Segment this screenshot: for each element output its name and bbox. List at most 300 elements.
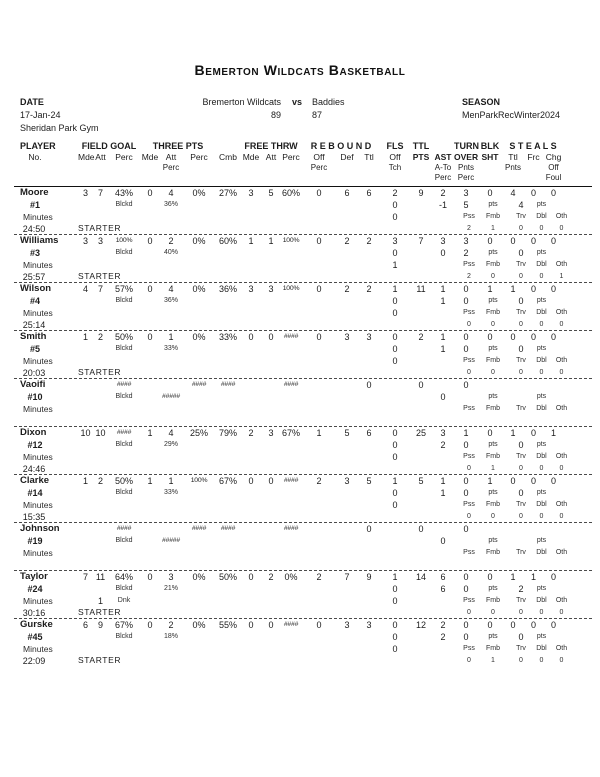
stat-reb-def: 2 — [344, 236, 350, 246]
stat-cmb: 55% — [218, 620, 237, 630]
stat-reb-ttl: 6 — [366, 428, 372, 438]
stat-fg-mde: 7 — [82, 572, 88, 582]
stat-breakdown-value: 1 — [491, 657, 495, 664]
stat-cmb: 33% — [218, 332, 237, 342]
minutes-label: Minutes — [23, 260, 53, 270]
stat-fg-perc: 50% — [114, 332, 133, 342]
col-header-three-pts: THREE PTS — [152, 141, 204, 151]
stat-tp-mde: 0 — [147, 188, 153, 198]
stat-fouls-3: 0 — [392, 452, 398, 462]
breakdown-label-trv: Trv — [516, 357, 526, 364]
minutes-played: 25:14 — [22, 320, 46, 330]
pts-label: pts — [488, 537, 498, 544]
minutes-label: Minutes — [23, 548, 53, 558]
blocked-label: Blckd — [115, 489, 133, 496]
stat-reb-off: 0 — [316, 284, 322, 294]
stat-ft-att: 3 — [268, 428, 274, 438]
blocked-label: Blckd — [115, 441, 133, 448]
col-header-blk: BLK — [480, 141, 500, 151]
stat-breakdown-value: 0 — [519, 465, 523, 472]
stat-steals-frc: 1 — [530, 572, 536, 582]
stat-breakdown-value: 0 — [559, 321, 564, 328]
stat-turnover: 0 — [463, 476, 469, 486]
breakdown-label-dbl: Dbl — [536, 357, 547, 364]
stat-reb-ttl: 0 — [366, 524, 372, 534]
breakdown-label-pss: Pss — [463, 213, 475, 220]
player-row — [14, 283, 592, 331]
stat-turnover: 0 — [463, 524, 469, 534]
col-header-tp-perc: Perc — [190, 152, 208, 162]
stat-ast-to: 1 — [440, 344, 446, 354]
stat-ttl-pts: 25 — [415, 428, 426, 438]
stat-reb-ttl: 2 — [366, 284, 372, 294]
stat-tp-att: 2 — [168, 620, 174, 630]
breakdown-label-oth: Oth — [555, 261, 568, 268]
minutes-label: Minutes — [23, 644, 53, 654]
stat-ft-att: 3 — [268, 284, 274, 294]
stat-fg-perc: 50% — [114, 476, 133, 486]
stat-ft-mde: 0 — [248, 332, 254, 342]
stat-ast-to: 0 — [440, 248, 446, 258]
stat-breakdown-value: 0 — [491, 273, 495, 280]
col-header-chg-foul: Foul — [545, 173, 562, 182]
stat-tp-att: 1 — [168, 332, 174, 342]
stat-breakdown-value: 0 — [491, 609, 495, 616]
pts-label: pts — [488, 201, 498, 208]
stat-fls-off: 1 — [392, 284, 398, 294]
stat-ast: 1 — [440, 476, 446, 486]
player-name: Williams — [20, 235, 59, 246]
stat-steals-chg: 0 — [550, 476, 556, 486]
col-header-reb-off: Off — [313, 152, 325, 162]
pts-label: pts — [536, 585, 547, 592]
col-header-rebound: R E B O U N D — [310, 141, 372, 151]
stat-dunk-count: 1 — [97, 596, 103, 606]
stat-fouls-2: 0 — [392, 296, 398, 306]
player-name: Taylor — [20, 571, 48, 582]
date-label: DATE — [20, 97, 44, 107]
stat-reb-off: 0 — [316, 620, 322, 630]
stat-tp-mde: 0 — [147, 620, 153, 630]
starter-label: STARTER — [78, 607, 122, 617]
stat-fg-att: 2 — [97, 332, 103, 342]
stat-reb-off: 0 — [316, 332, 322, 342]
stat-fg-mde: 3 — [82, 236, 88, 246]
breakdown-label-fmb: Fmb — [486, 501, 500, 508]
starter-label: STARTER — [78, 367, 122, 377]
stat-ft-mde: 1 — [248, 236, 254, 246]
breakdown-label-trv: Trv — [516, 645, 526, 652]
player-row — [14, 379, 592, 427]
stat-tp-mde: 0 — [147, 236, 153, 246]
breakdown-label-trv: Trv — [516, 501, 526, 508]
player-name: Moore — [20, 187, 49, 198]
breakdown-label-dbl: Dbl — [536, 213, 547, 220]
blocked-label: Blckd — [115, 297, 133, 304]
stat-fls-off: 0 — [392, 620, 398, 630]
col-header-fouls-off: Off — [389, 152, 401, 162]
stat-fls-off: 0 — [392, 332, 398, 342]
dunk-label: Dnk — [117, 597, 131, 604]
stat-reb-off: 1 — [316, 428, 322, 438]
stat-steals-frc: 0 — [530, 332, 536, 342]
col-header-ft-att: Att — [265, 152, 277, 162]
breakdown-label-pss: Pss — [463, 501, 475, 508]
breakdown-label-oth: Oth — [555, 645, 568, 652]
stat-steal-pnts: 4 — [518, 200, 524, 210]
stat-fouls-2: 0 — [392, 344, 398, 354]
player-number: #24 — [27, 584, 43, 594]
minutes-label: Minutes — [23, 308, 53, 318]
player-row — [14, 523, 592, 571]
stat-breakdown-value: 0 — [539, 369, 544, 376]
stat-breakdown-value: 0 — [559, 513, 564, 520]
col-header-fg-made: Mde — [78, 152, 95, 162]
stat-ft-mde: 0 — [248, 620, 254, 630]
stat-fg-att: 7 — [97, 284, 103, 294]
col-header-steals-frc: Frc — [527, 152, 540, 162]
stat-cmb: #### — [220, 525, 236, 532]
stat-fouls-2: 0 — [392, 584, 398, 594]
pts-label: pts — [488, 585, 498, 592]
stat-breakdown-value: 0 — [539, 273, 544, 280]
stat-ast-to: 6 — [440, 584, 446, 594]
col-header-fg-perc: Perc — [115, 152, 133, 162]
stat-turnover: 0 — [463, 620, 469, 630]
pts-label: pts — [536, 345, 547, 352]
col-header-fg-att: Att — [95, 152, 106, 162]
stat-steals-ttl: 4 — [510, 188, 516, 198]
stat-ft-mde: 2 — [248, 428, 254, 438]
stat-steals-ttl: 1 — [510, 572, 516, 582]
starter-label: STARTER — [78, 223, 122, 233]
stat-breakdown-value: 1 — [491, 465, 495, 472]
stat-fg-perc: #### — [116, 381, 132, 388]
stat-fouls-2: 0 — [392, 632, 398, 642]
stat-turnover-pnts: 0 — [463, 584, 469, 594]
stat-ast: 1 — [440, 332, 446, 342]
stat-steal-pnts: 0 — [518, 488, 524, 498]
stat-steals-chg: 1 — [550, 428, 556, 438]
breakdown-label-oth: Oth — [555, 405, 568, 412]
stat-ttl-pts: 0 — [418, 524, 424, 534]
breakdown-label-oth: Oth — [555, 549, 568, 556]
minutes-label: Minutes — [23, 404, 53, 414]
pts-label: pts — [536, 537, 547, 544]
col-header-combined: Cmb — [219, 152, 237, 162]
col-header-chg-off: Off — [548, 163, 559, 172]
stat-fouls-2: 0 — [392, 488, 398, 498]
breakdown-label-pss: Pss — [463, 549, 475, 556]
breakdown-label-oth: Oth — [555, 213, 568, 220]
breakdown-label-trv: Trv — [516, 597, 526, 604]
stat-reb-ttl: 6 — [366, 188, 372, 198]
stat-steals-frc: 0 — [530, 236, 536, 246]
minutes-played: 30:16 — [22, 608, 46, 618]
breakdown-label-trv: Trv — [516, 453, 526, 460]
breakdown-label-dbl: Dbl — [536, 405, 547, 412]
stat-turnover-pnts: 2 — [463, 248, 469, 258]
breakdown-label-dbl: Dbl — [536, 453, 547, 460]
stat-fg-mde: 10 — [80, 428, 91, 438]
stat-ft-mde: 0 — [248, 476, 254, 486]
stat-ttl-pts: 5 — [418, 476, 424, 486]
col-header-free-throw: FREE THRW — [244, 141, 298, 151]
stat-blk-sht: 0 — [487, 236, 493, 246]
stat-fg-mde: 1 — [82, 476, 88, 486]
breakdown-label-pss: Pss — [463, 405, 475, 412]
pts-label: pts — [488, 633, 498, 640]
stat-breakdown-value: 0 — [539, 609, 544, 616]
stat-reb-def: 7 — [344, 572, 350, 582]
player-name: Smith — [20, 331, 47, 342]
pts-label: pts — [536, 633, 547, 640]
stat-fg-att: 11 — [95, 572, 106, 582]
player-row — [14, 235, 592, 283]
player-number: #10 — [27, 392, 43, 402]
stat-tp-perc: 0% — [192, 236, 206, 246]
stat-tp-att-perc: 33% — [163, 345, 178, 352]
stat-breakdown-value: 0 — [467, 465, 471, 472]
player-row — [14, 619, 592, 666]
stat-steals-chg: 0 — [550, 572, 556, 582]
stat-ft-att: 0 — [268, 476, 274, 486]
stat-breakdown-value: 0 — [467, 321, 471, 328]
col-header-over-pnts: Pnts — [457, 163, 474, 172]
stat-fls-off: 0 — [392, 428, 398, 438]
player-name: Clarke — [20, 475, 50, 486]
breakdown-label-trv: Trv — [516, 549, 526, 556]
stat-fouls-2: 0 — [392, 248, 398, 258]
stat-ast: 1 — [440, 284, 446, 294]
stat-breakdown-value: 0 — [519, 225, 523, 232]
col-header-turn: TURN — [454, 141, 479, 151]
player-row — [14, 331, 592, 379]
stat-breakdown-value: 0 — [559, 225, 564, 232]
stat-blk-sht: 0 — [487, 332, 493, 342]
stat-ast-to: -1 — [438, 200, 447, 210]
stat-reb-off: 2 — [316, 572, 322, 582]
stat-tp-att-perc: 21% — [163, 585, 178, 592]
stat-ast-to: 0 — [440, 392, 446, 402]
stat-ttl-pts: 12 — [415, 620, 426, 630]
stat-turnover-pnts: 5 — [463, 200, 469, 210]
stat-tp-att-perc: 36% — [163, 297, 178, 304]
stat-ttl-pts: 14 — [415, 572, 426, 582]
stat-steals-frc: 0 — [530, 284, 536, 294]
table-header — [14, 141, 592, 187]
stat-reb-def: 6 — [344, 188, 350, 198]
stat-cmb: 60% — [218, 236, 237, 246]
stat-ft-mde: 0 — [248, 572, 254, 582]
breakdown-label-fmb: Fmb — [486, 213, 500, 220]
stat-fg-perc: 43% — [114, 188, 133, 198]
stat-ft-perc: 100% — [282, 285, 300, 292]
stat-ast-to: 2 — [440, 440, 446, 450]
player-row — [14, 475, 592, 523]
breakdown-label-dbl: Dbl — [536, 309, 547, 316]
breakdown-label-oth: Oth — [555, 501, 568, 508]
stat-fg-mde: 6 — [82, 620, 88, 630]
stat-steals-chg: 0 — [550, 236, 556, 246]
stat-tp-att-perc: 29% — [163, 441, 178, 448]
stat-fg-perc: #### — [116, 429, 132, 436]
stat-cmb: 27% — [218, 188, 237, 198]
stat-breakdown-value: 0 — [519, 609, 523, 616]
stat-steal-pnts: 0 — [518, 248, 524, 258]
minutes-played: 24:46 — [22, 464, 46, 474]
stat-steals-ttl: 1 — [510, 428, 516, 438]
stat-ast: 3 — [440, 236, 446, 246]
stat-breakdown-value: 0 — [467, 657, 471, 664]
stat-fouls-2: 0 — [392, 200, 398, 210]
stat-turnover-pnts: 0 — [463, 344, 469, 354]
stat-breakdown-value: 0 — [559, 369, 564, 376]
minutes-played: 25:57 — [22, 272, 46, 282]
blocked-label: Blckd — [115, 201, 133, 208]
stat-fouls-2: 0 — [392, 440, 398, 450]
col-header-ast-to: A-To — [434, 163, 452, 172]
breakdown-label-dbl: Dbl — [536, 597, 547, 604]
stat-breakdown-value: 0 — [539, 513, 544, 520]
breakdown-label-fmb: Fmb — [486, 645, 500, 652]
stat-breakdown-value: 0 — [491, 321, 495, 328]
season-value: MenParkRecWinter2024 — [462, 110, 561, 120]
pts-label: pts — [488, 297, 498, 304]
stat-tp-perc: #### — [191, 525, 207, 532]
stat-ast: 2 — [440, 620, 446, 630]
stat-steal-pnts: 0 — [518, 344, 524, 354]
stat-ast: 3 — [440, 428, 446, 438]
stat-steals-chg: 0 — [550, 188, 556, 198]
player-row — [14, 187, 592, 235]
stat-steals-ttl: 0 — [510, 236, 516, 246]
stat-ttl-pts: 11 — [416, 284, 426, 294]
player-name: Dixon — [20, 427, 47, 438]
minutes-played: 15:35 — [22, 512, 46, 522]
stat-tp-att-perc: 33% — [163, 489, 178, 496]
stat-tp-mde: 1 — [147, 476, 153, 486]
stat-breakdown-value: 0 — [519, 321, 523, 328]
stat-breakdown-value: 0 — [559, 465, 564, 472]
breakdown-label-pss: Pss — [463, 645, 475, 652]
stat-ast-to: 1 — [440, 296, 446, 306]
pts-label: pts — [488, 441, 498, 448]
breakdown-label-oth: Oth — [555, 597, 568, 604]
col-header-tp-att-perc: Perc — [162, 163, 180, 172]
stat-blk-sht: 1 — [487, 476, 493, 486]
player-row — [14, 427, 592, 475]
vs-label: vs — [291, 97, 302, 107]
stat-tp-att: 1 — [168, 476, 174, 486]
player-number: #45 — [27, 632, 43, 642]
stat-breakdown-value: 0 — [467, 609, 471, 616]
col-header-ast: AST — [434, 152, 452, 162]
breakdown-label-oth: Oth — [555, 309, 568, 316]
breakdown-label-dbl: Dbl — [536, 261, 547, 268]
stat-ast: 6 — [440, 572, 446, 582]
stat-fouls-3: 0 — [392, 644, 398, 654]
breakdown-label-trv: Trv — [516, 405, 526, 412]
stat-blk-sht: 0 — [487, 428, 493, 438]
minutes-played: 20:03 — [22, 368, 46, 378]
stat-fg-mde: 3 — [82, 188, 88, 198]
stat-tp-perc: #### — [191, 381, 207, 388]
stat-blk-sht: 1 — [487, 284, 493, 294]
stat-tp-att-perc: ##### — [162, 537, 180, 544]
player-name: Vaoifi — [20, 379, 46, 390]
home-score: 89 — [270, 110, 281, 120]
pts-label: pts — [536, 393, 547, 400]
player-number: #4 — [29, 296, 40, 306]
stat-cmb: 50% — [218, 572, 237, 582]
stat-fls-off: 3 — [392, 236, 398, 246]
player-name: Gurske — [20, 619, 53, 630]
away-team-name: Baddies — [312, 97, 345, 107]
col-header-ft-perc: Perc — [282, 152, 300, 162]
player-name: Wilson — [20, 283, 52, 294]
blocked-label: Blckd — [115, 345, 133, 352]
col-header-steals: S T E A L S — [509, 141, 557, 151]
stat-breakdown-value: 0 — [519, 657, 523, 664]
breakdown-label-dbl: Dbl — [536, 501, 547, 508]
pts-label: pts — [536, 441, 547, 448]
stat-tp-perc: 0% — [192, 620, 206, 630]
col-header-number: No. — [28, 152, 42, 162]
breakdown-label-fmb: Fmb — [486, 597, 500, 604]
stat-turnover: 3 — [463, 236, 469, 246]
blocked-label: Blckd — [115, 249, 133, 256]
stat-tp-att-perc: 36% — [163, 201, 178, 208]
breakdown-label-trv: Trv — [516, 309, 526, 316]
stat-turnover: 3 — [463, 188, 469, 198]
stat-steals-frc: 0 — [530, 428, 536, 438]
stat-ast-to: 0 — [440, 536, 446, 546]
stat-fg-att: 10 — [95, 428, 106, 438]
stat-fg-perc: 100% — [115, 237, 133, 244]
stat-blk-sht: 0 — [487, 188, 493, 198]
stat-turnover: 1 — [463, 428, 469, 438]
col-header-ast-perc: Perc — [434, 173, 452, 182]
player-number: #19 — [27, 536, 43, 546]
breakdown-label-pss: Pss — [463, 357, 475, 364]
col-header-steals-pnts: Pnts — [504, 163, 521, 172]
breakdown-label-trv: Trv — [516, 213, 526, 220]
stat-fg-mde: 4 — [82, 284, 88, 294]
stat-ft-mde: 3 — [248, 188, 254, 198]
stat-tp-mde: 0 — [147, 332, 153, 342]
stat-steals-frc: 0 — [530, 476, 536, 486]
stat-fg-perc: 67% — [114, 620, 133, 630]
stat-steals-ttl: 1 — [510, 284, 516, 294]
stat-ft-perc: #### — [283, 477, 299, 484]
col-header-ft-made: Mde — [242, 152, 260, 162]
stat-ttl-pts: 0 — [418, 380, 424, 390]
col-header-fouls: FLS — [386, 141, 404, 151]
stat-ft-perc: #### — [283, 621, 299, 628]
pts-label: pts — [488, 249, 498, 256]
stat-steal-pnts: 0 — [518, 440, 524, 450]
col-header-over: OVER — [454, 152, 479, 162]
minutes-label: Minutes — [23, 596, 53, 606]
stat-turnover-pnts: 0 — [463, 632, 469, 642]
stat-turnover-pnts: 0 — [463, 488, 469, 498]
stat-steals-chg: 0 — [550, 284, 556, 294]
pts-label: pts — [536, 297, 547, 304]
stat-tp-perc: 0% — [192, 572, 206, 582]
breakdown-label-pss: Pss — [463, 453, 475, 460]
col-header-reb-off-perc: Perc — [310, 163, 328, 172]
